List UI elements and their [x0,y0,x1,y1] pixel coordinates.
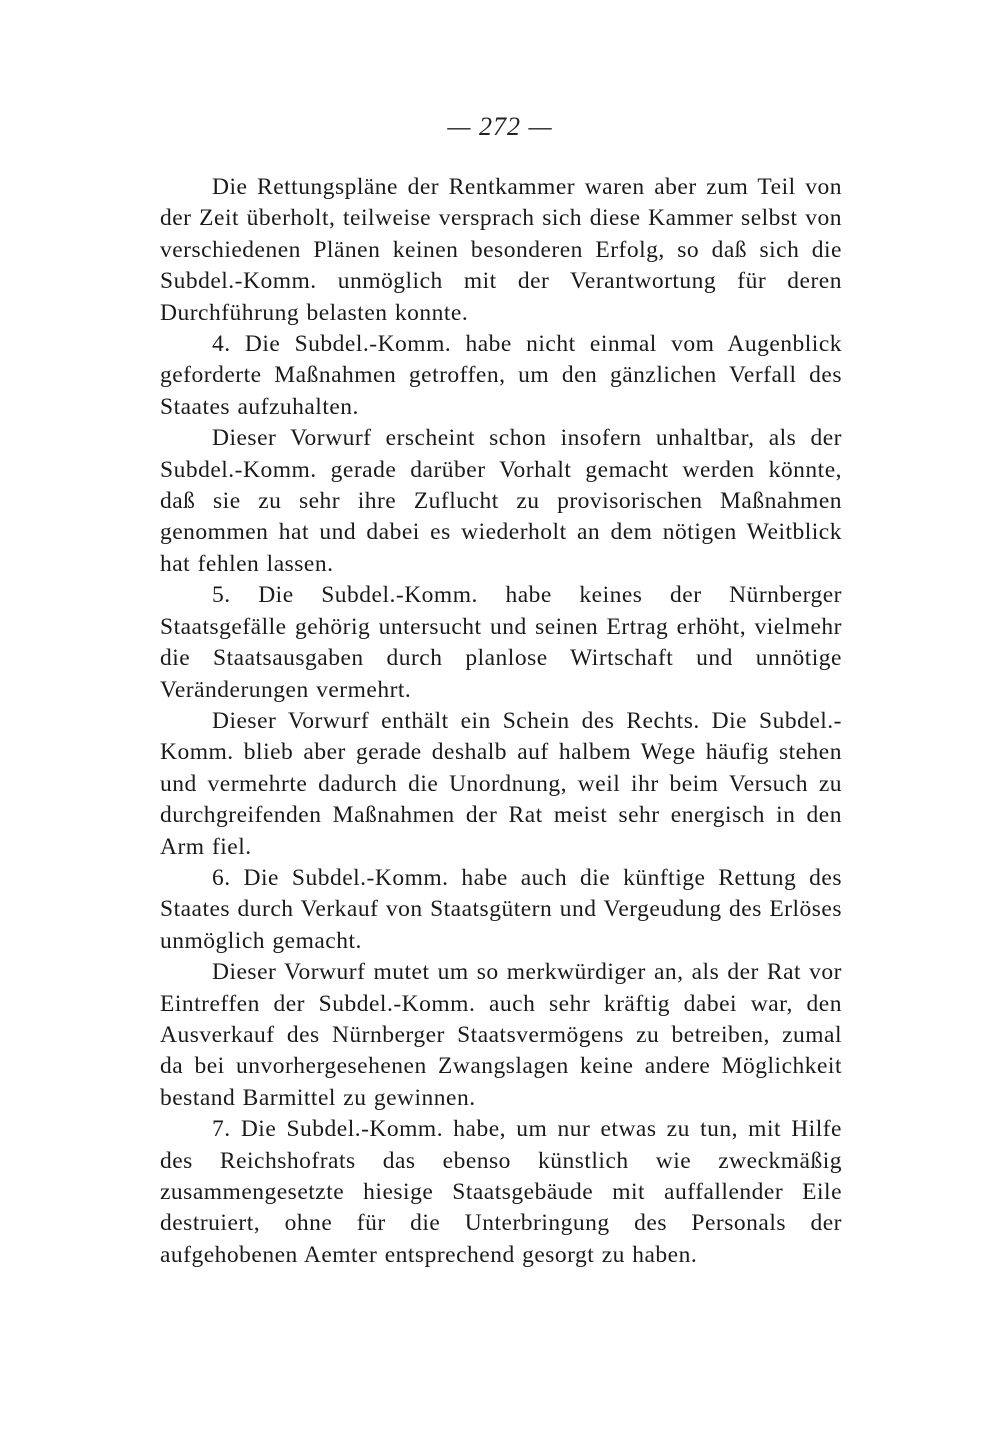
paragraph: Dieser Vorwurf erscheint schon insofern unhaltbar, als der Subdel.-Komm. gerade darüber Vorhalt gemacht werden könnte, daß sie zu sehr ihre Zuflucht zu provisorischen Maßnahmen genommen hat und dabei es wiederholt an dem nötigen Weitblick hat fehlen lassen. [160,425,842,577]
paragraph: Dieser Vorwurf enthält ein Schein des Rechts. Die Subdel.-Komm. blieb aber gerade deshalb auf halbem Wege häufig stehen und vermehrte dadurch die Unordnung, weil ihr beim Versuch zu durchgreifenden Maßnahmen der Rat meist sehr energisch in den Arm fiel. [160,707,842,860]
page-number: — 272 — [447,112,553,141]
paragraph: 6. Die Subdel.-Komm. habe auch die künftige Rettung des Staates durch Verkauf von Staatsgütern und Vergeudung des Erlöses unmöglich gemacht. [160,864,842,954]
paragraph: 5. Die Subdel.-Komm. habe keines der Nürnberger Staatsgefälle gehörig untersucht und seinen Ertrag erhöht, vielmehr die Staatsausgaben durch planlose Wirtschaft und unnötige Veränderungen vermehrt. [160,582,842,703]
paragraph: 7. Die Subdel.-Komm. habe, um nur etwas zu tun, mit Hilfe des Reichshofrats das ebenso künstlich wie zweckmäßig zusammengesetzte hiesige Staatsgebäude mit auffallender Eile destruiert, ohne für die Unterbringung des Personals der aufgehobenen Aemter entsprechend gesorgt zu haben. [160,1116,842,1268]
paragraph: Die Rettungspläne der Rentkammer waren aber zum Teil von der Zeit überholt, teilweise versprach sich diese Kammer selbst von verschiedenen Plänen keinen besonderen Erfolg, so daß sich die Subdel.-Komm. unmöglich mit der Verantwortung für deren Durchführung belasten konnte. [160,174,842,326]
paragraph: Dieser Vorwurf mutet um so merkwürdiger an, als der Rat vor Eintreffen der Subdel.-Komm. auch sehr kräftig dabei war, den Ausverkauf des Nürnberger Staatsvermögens zu betreiben, zumal da bei unvorhergesehenen Zwangslagen keine andere Möglichkeit bestand Barmittel zu gewinnen. [160,959,842,1111]
body-text [160,172,842,1271]
paragraph: 4. Die Subdel.-Komm. habe nicht einmal vom Augenblick geforderte Maßnahmen getroffen, um den gänzlichen Verfall des Staates aufzuhalten. [160,331,842,420]
